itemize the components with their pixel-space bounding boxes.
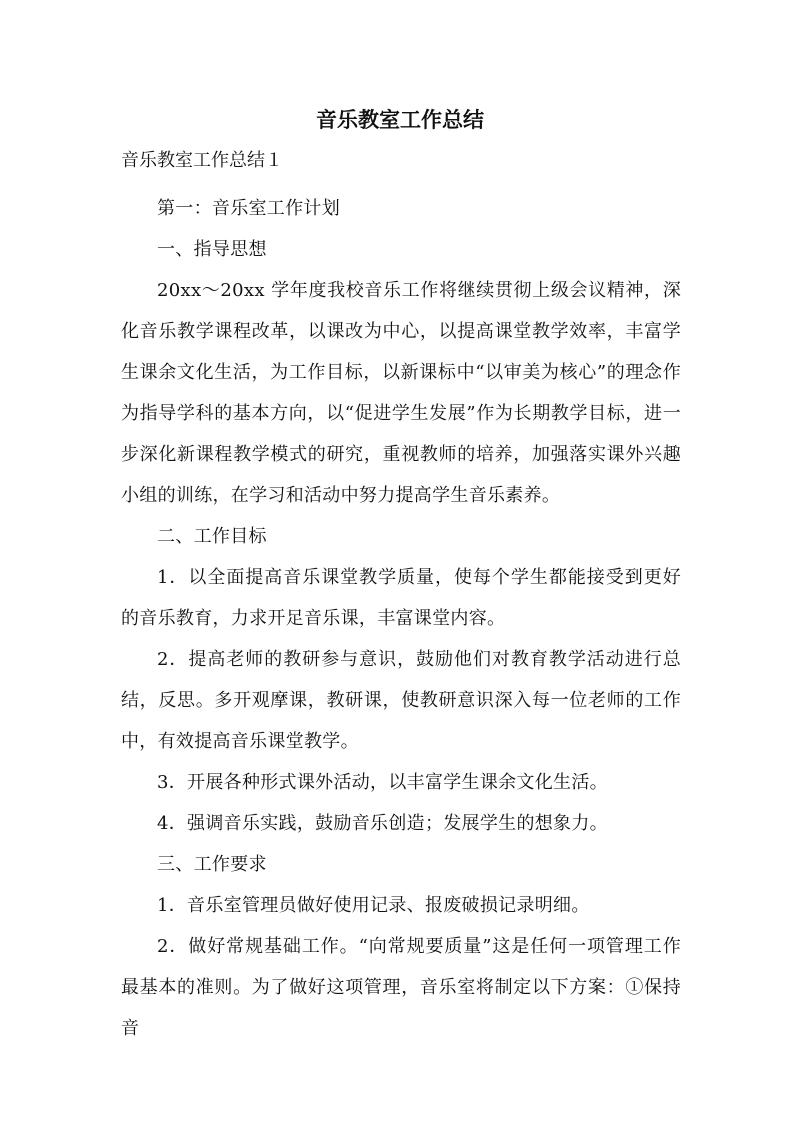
paragraph-plan-heading: 第一：音乐室工作计划 [157, 198, 340, 219]
paragraph-requirement-2: 2．做好常规基础工作。“向常规要质量”这是任何一项管理工作最基本的准则。为了做好这项管理，音乐室将制定以下方案：①保持音 [121, 936, 681, 1039]
paragraph-guiding-thought-body: 20xx～20xx 学年度我校音乐工作将继续贯彻上级会议精神，深化音乐教学课程改革，以课改为中心，以提高课堂教学效率，丰富学生课余文化生活，为工作目标，以新课标中“以审美为核心”的理念作为指导学科的基本方向，以“促进学生发展”作为长期教学目标，进一步深化新课程教学模式的研究，重视教师的培养，加强落实课外兴趣小组的训练，在学习和活动中努力提高学生音乐素养。 [121, 280, 681, 506]
paragraph-goal-3: 3．开展各种形式课外活动，以丰富学生课余文化生活。 [157, 772, 608, 793]
paragraph-goal-2: 2．提高老师的教研参与意识，鼓励他们对教育教学活动进行总结，反思。多开观摩课，教研课，使教研意识深入每一位老师的工作中，有效提高音乐课堂教学。 [121, 649, 681, 752]
document-subtitle: 音乐教室工作总结１ [121, 150, 283, 171]
document-body [121, 188, 681, 1049]
paragraph-section-work-goals: 二、工作目标 [157, 526, 267, 547]
paragraph-section-guiding-thought: 一、指导思想 [157, 239, 267, 260]
paragraph-goal-1: 1．以全面提高音乐课堂教学质量，使每个学生都能接受到更好的音乐教育，力求开足音乐课，丰富课堂内容。 [121, 567, 681, 629]
paragraph-goal-4: 4．强调音乐实践，鼓励音乐创造；发展学生的想象力。 [157, 813, 608, 834]
paragraph-section-work-requirements: 三、工作要求 [157, 854, 267, 875]
document-title: 音乐教室工作总结 [316, 107, 484, 132]
paragraph-requirement-1: 1．音乐室管理员做好使用记录、报废破损记录明细。 [157, 895, 590, 916]
